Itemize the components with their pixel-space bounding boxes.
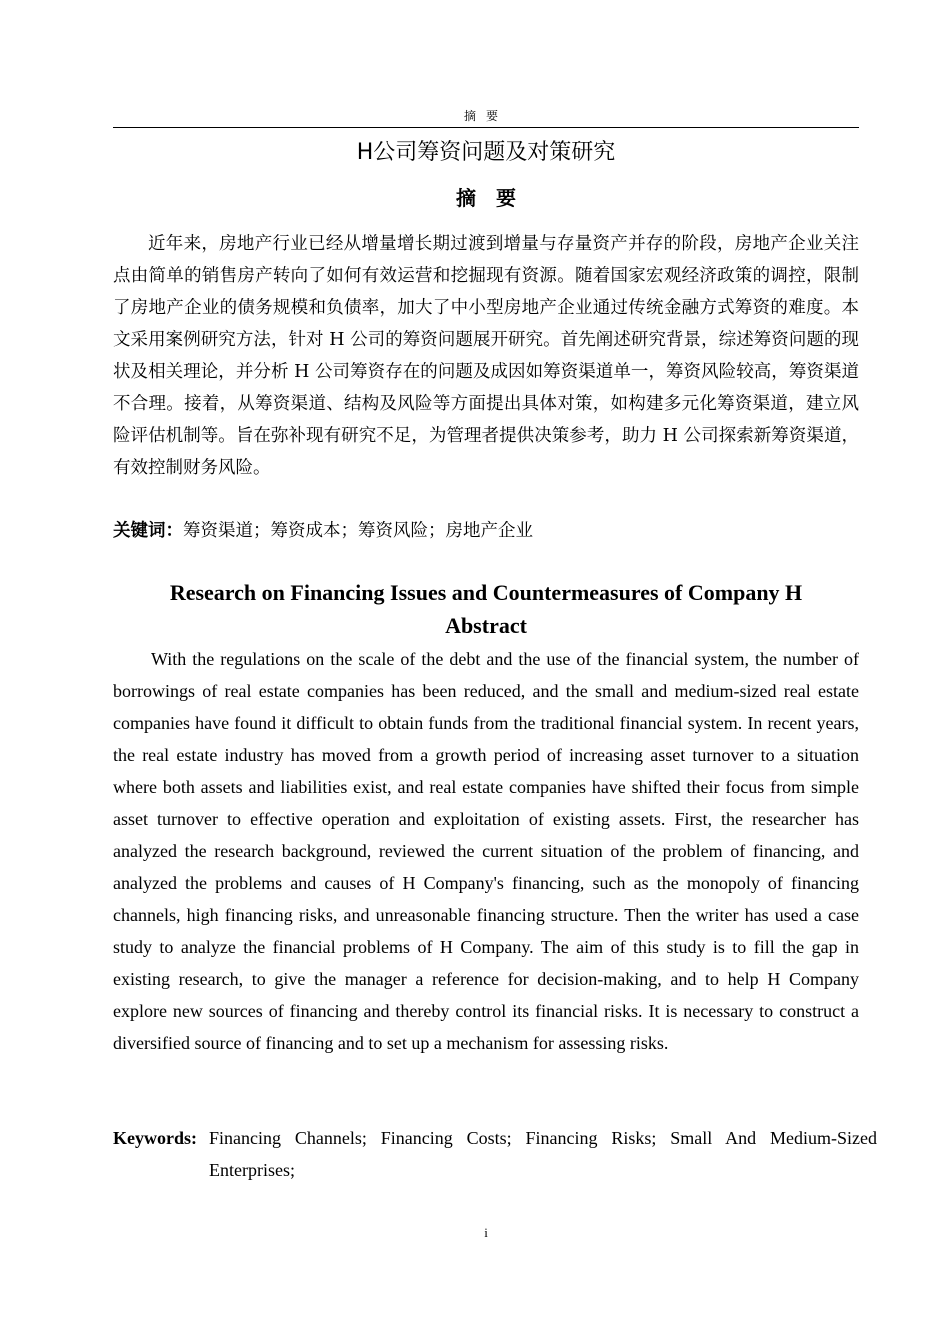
english-abstract-body: With the regulations on the scale of the debt and the use of the financial system, the number of borrowings of real estate companies has been reduced, and the small and medium-sized real estate companies have found it difficult to obtain funds from the traditional financial system. In recent years, the real estate industry has moved from a growth period of increasing asset turnover to a situation where both assets and liabilities exist, and real estate companies have shifted their focus from simple asset turnover to effective operation and exploitation of existing assets. First, the researcher has analyzed the research background, reviewed the current situation of the problem of financing, and analyzed the problems and causes of H Company's financing, such as the monopoly of financing channels, high financing risks, and unreasonable financing structure. Then the writer has used a case study to analyze the financial problems of H Company. The aim of this study is to fill the gap in existing research, to give the manager a reference for decision-making, and to help H Company explore new sources of financing and thereby control its financial risks. It is necessary to construct a diversified source of financing and to set up a mechanism for assessing risks. — [113, 649, 859, 1053]
chinese-keywords-list: 筹资渠道；筹资成本；筹资风险；房地产企业 — [183, 521, 533, 541]
english-title: Research on Financing Issues and Countermeasures of Company H — [169, 580, 803, 605]
running-header: 摘要 — [463, 109, 508, 123]
english-keywords-label: Keywords: — [113, 1128, 197, 1148]
chinese-title: H公司筹资问题及对策研究 — [356, 140, 616, 165]
english-abstract-heading: Abstract — [445, 613, 527, 638]
header-divider — [113, 127, 859, 128]
chinese-keywords-label: 关键词： — [113, 521, 183, 541]
chinese-abstract-body: 近年来，房地产行业已经从增量增长期过渡到增量与存量资产并存的阶段，房地产企业关注点由简单的销售房产转向了如何有效运营和挖掘现有资源。随着国家宏观经济政策的调控，限制了房地产企业的债务规模和负债率，加大了中小型房地产企业通过传统金融方式筹资的难度。本文采用案例研究方法，针对 H 公司的筹资问题展开研究。首先阐述研究背景，综述筹资问题的现状及相关理论，并分析 H 公司筹资存在的问题及成因如筹资渠道单一，筹资风险较高，筹资渠道不合理。接着，从筹资渠道、结构及风险等方面提出具体对策，如构建多元化筹资渠道，建立风险评估机制等。旨在弥补现有研究不足，为管理者提供决策参考，助力 H 公司探索新筹资渠道，有效控制财务风险。 — [113, 234, 859, 478]
english-keywords-list: Financing Channels; Financing Costs; Financing Risks; Small And Medium-Sized Enterprises; — [209, 1128, 877, 1180]
page-number: i — [484, 1225, 488, 1240]
chinese-keywords — [113, 515, 859, 547]
english-keywords — [113, 1122, 877, 1186]
chinese-abstract-heading: 摘要 — [456, 186, 536, 210]
